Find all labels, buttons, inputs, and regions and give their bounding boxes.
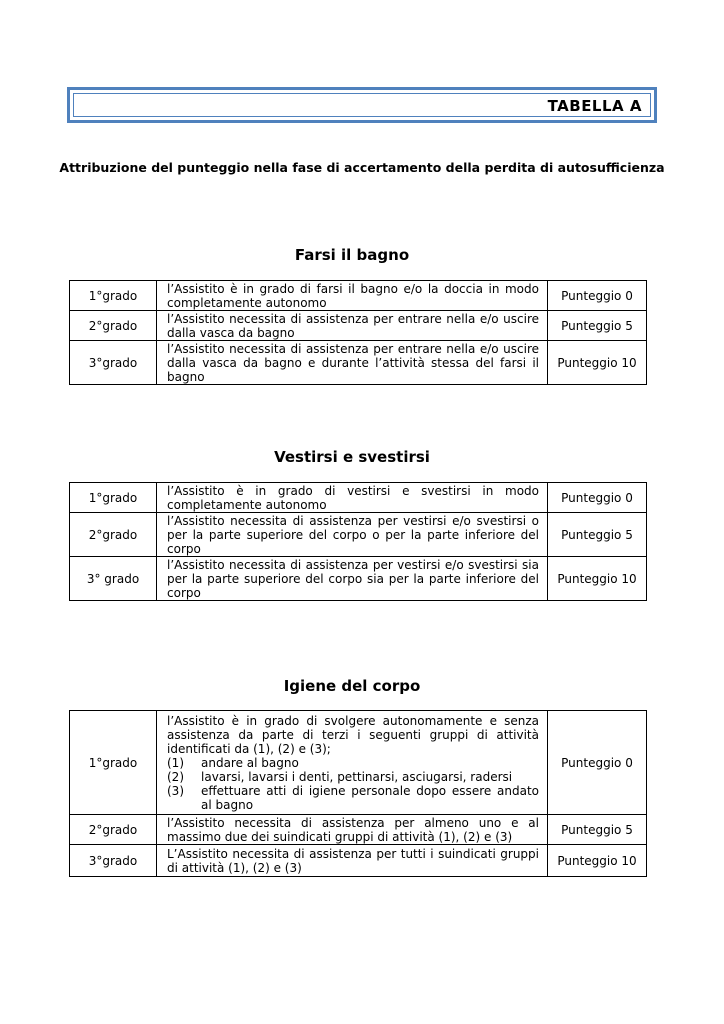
grade-cell: 1°grado — [70, 483, 157, 513]
grade-cell: 1°grado — [70, 281, 157, 311]
score-cell: Punteggio 0 — [548, 483, 647, 513]
table-header-box — [67, 87, 657, 123]
list-item — [167, 756, 539, 770]
table-bagno — [69, 280, 647, 385]
table-row — [70, 341, 647, 385]
grade-cell: 3°grado — [70, 341, 157, 385]
table-row — [70, 281, 647, 311]
description-cell: l’Assistito necessita di assistenza per vestirsi e/o svestirsi o per la parte superiore del corpo o per la parte inferiore del corpo — [157, 513, 548, 557]
description-cell: l’Assistito è in grado di farsi il bagno e/o la doccia in modo completamente autonomo — [157, 281, 548, 311]
table-row — [70, 513, 647, 557]
score-cell: Punteggio 5 — [548, 311, 647, 341]
score-cell: Punteggio 5 — [548, 815, 647, 845]
score-cell: Punteggio 0 — [548, 281, 647, 311]
list-text: andare al bagno — [201, 755, 299, 770]
table-row — [70, 557, 647, 601]
section-title-bagno: Farsi il bagno — [294, 246, 410, 264]
table-igiene — [69, 710, 647, 877]
table-row — [70, 711, 647, 815]
description-cell — [157, 711, 548, 815]
list-text: lavarsi, lavarsi i denti, pettinarsi, asciugarsi, radersi — [201, 769, 513, 784]
grade-cell: 1°grado — [70, 711, 157, 815]
table-row — [70, 483, 647, 513]
grade-cell: 3° grado — [70, 557, 157, 601]
description-cell: l’Assistito necessita di assistenza per vestirsi e/o svestirsi sia per la parte superiore del corpo sia per la parte inferiore del corpo — [157, 557, 548, 601]
section-title-igiene: Igiene del corpo — [283, 677, 421, 695]
list-number: (3) — [167, 783, 184, 798]
description-cell: l’Assistito necessita di assistenza per entrare nella e/o uscire dalla vasca da bagno e durante l’attività stessa del farsi il bagno — [157, 341, 548, 385]
section-title-vestirsi: Vestirsi e svestirsi — [274, 448, 430, 466]
list-item — [167, 784, 539, 812]
description-intro: l’Assistito è in grado di svolgere autonomamente e senza assistenza da parte di terzi i seguenti gruppi di attività identificati da (1), (2) e (3); — [167, 713, 539, 756]
list-number: (1) — [167, 755, 184, 770]
score-cell: Punteggio 10 — [548, 845, 647, 877]
description-cell: l’Assistito necessita di assistenza per almeno uno e al massimo due dei suindicati gruppi di attività (1), (2) e (3) — [157, 815, 548, 845]
grade-cell: 2°grado — [70, 311, 157, 341]
score-cell: Punteggio 0 — [548, 711, 647, 815]
list-text: effettuare atti di igiene personale dopo essere andato al bagno — [201, 783, 539, 812]
grade-cell: 2°grado — [70, 513, 157, 557]
score-cell: Punteggio 10 — [548, 341, 647, 385]
score-cell: Punteggio 10 — [548, 557, 647, 601]
table-row — [70, 815, 647, 845]
grade-cell: 3°grado — [70, 845, 157, 877]
header-title: TABELLA A — [547, 97, 642, 115]
table-row — [70, 845, 647, 877]
list-item — [167, 770, 539, 784]
list-number: (2) — [167, 769, 184, 784]
description-cell: L’Assistito necessita di assistenza per tutti i suindicati gruppi di attività (1), (2) e (3) — [157, 845, 548, 877]
description-cell: l’Assistito necessita di assistenza per entrare nella e/o uscire dalla vasca da bagno — [157, 311, 548, 341]
description-cell: l’Assistito è in grado di vestirsi e svestirsi in modo completamente autonomo — [157, 483, 548, 513]
subtitle: Attribuzione del punteggio nella fase di accertamento della perdita di autosufficienza — [59, 160, 665, 175]
table-row — [70, 311, 647, 341]
score-cell: Punteggio 5 — [548, 513, 647, 557]
grade-cell: 2°grado — [70, 815, 157, 845]
table-vestirsi — [69, 482, 647, 601]
